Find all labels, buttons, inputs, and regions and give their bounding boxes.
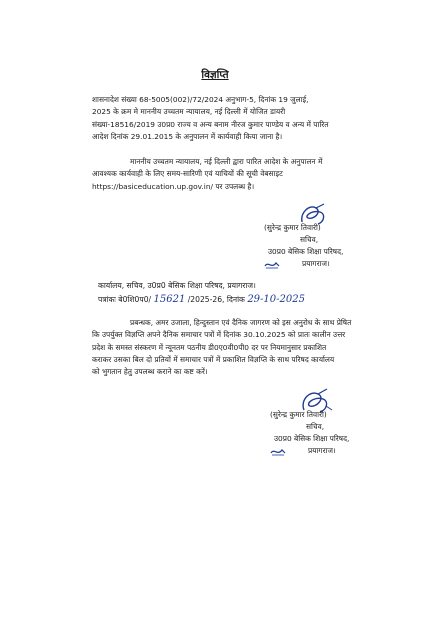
signature-block-1 xyxy=(262,222,382,270)
letter-number-suffix: /2025-26, दिनांक xyxy=(187,295,245,304)
letter-number-line xyxy=(98,293,418,306)
para1-line: शासनादेश संख्या 68-5005(002)/72/2024 अनुभाग-5, दिनांक 19 जुलाई, xyxy=(92,95,309,104)
para2-line: माननीय उच्चतम न्यायालय, नई दिल्ली द्वारा पारित आदेश के अनुपालन में xyxy=(130,157,323,166)
signatory-office: उ0प्र0 बेसिक शिक्षा परिषद, xyxy=(274,434,350,443)
signatory-office: उ0प्र0 बेसिक शिक्षा परिषद, xyxy=(268,247,344,256)
letter-number-handwritten: 15621 xyxy=(153,294,186,305)
notice-title: विज्ञप्ति xyxy=(201,69,229,81)
initials-mark xyxy=(264,260,280,270)
signatory-name: (सुरेन्द्र कुमार तिवारी) xyxy=(270,410,327,419)
place-text: प्रयागराज। xyxy=(308,446,336,455)
para3-line: कराकर उसका बिल दो प्रतियों में समाचार पत्रों में प्रकाशित विज्ञप्ति के साथ परिषद कार्यालय xyxy=(92,354,335,364)
office-line: कार्यालय, सचिव, उ0प्र0 बेसिक शिक्षा परिषद, प्रयागराज। xyxy=(98,281,256,290)
para3-line: को भुगतान हेतु उपलब्ध कराने का कष्ट करें। xyxy=(92,367,208,377)
signature-block-2 xyxy=(268,409,388,457)
paragraph-govt-order xyxy=(92,94,354,143)
signatory-place xyxy=(262,258,382,270)
para2-line: आवश्यक कार्यवाही के लिए समय-सारिणी एवं याचियों की सूची वेबसाइट xyxy=(92,169,283,179)
para1-line: संख्या-18516/2019 उ0प्र0 राज्य व अन्य बनाम नीरज कुमार पाण्डेय व अन्य में पारित xyxy=(92,119,329,129)
para2-line: https://basiceducation.up.gov.in/ पर उपलब्ध है। xyxy=(92,181,255,191)
letter-number-prefix: पत्रांकः बे0शि0प0/ xyxy=(98,295,152,304)
date-handwritten: 29-10-2025 xyxy=(247,294,305,305)
paragraph-newspaper-request xyxy=(92,317,354,378)
para3-line: प्रदेश के समस्त संस्करण में न्यूनतम पठनीय डी0ए0वी0पी0 दर पर नियमानुसार प्रकाशित xyxy=(92,342,327,352)
para3-line: कि उपर्युक्त विज्ञप्ति अपने दैनिक समाचार पत्रों में दिनांक 30.10.2025 को प्रातः कालीन उत्तर xyxy=(92,330,346,340)
para1-line: 2025 के क्रम मे माननीय उच्चतम न्यायालय, नई दिल्ली में योजित डायरी xyxy=(92,107,286,117)
place-text: प्रयागराज। xyxy=(302,259,330,268)
signatory-place xyxy=(268,445,388,457)
para3-line: प्रबन्धक, अमर उजाला, हिन्दुस्तान एवं दैनिक जागरण को इस अनुरोध के साथ प्रेषित xyxy=(130,318,352,327)
signatory-designation: सचिव, xyxy=(306,422,325,431)
initials-mark xyxy=(270,447,286,457)
para1-line: आदेश दिनांक 29.01.2015 के अनुपालन में कार्यवाही किया जाना है। xyxy=(92,131,283,141)
signatory-name: (सुरेन्द्र कुमार तिवारी) xyxy=(264,223,321,232)
signatory-designation: सचिव, xyxy=(300,235,319,244)
paragraph-website xyxy=(92,156,354,193)
